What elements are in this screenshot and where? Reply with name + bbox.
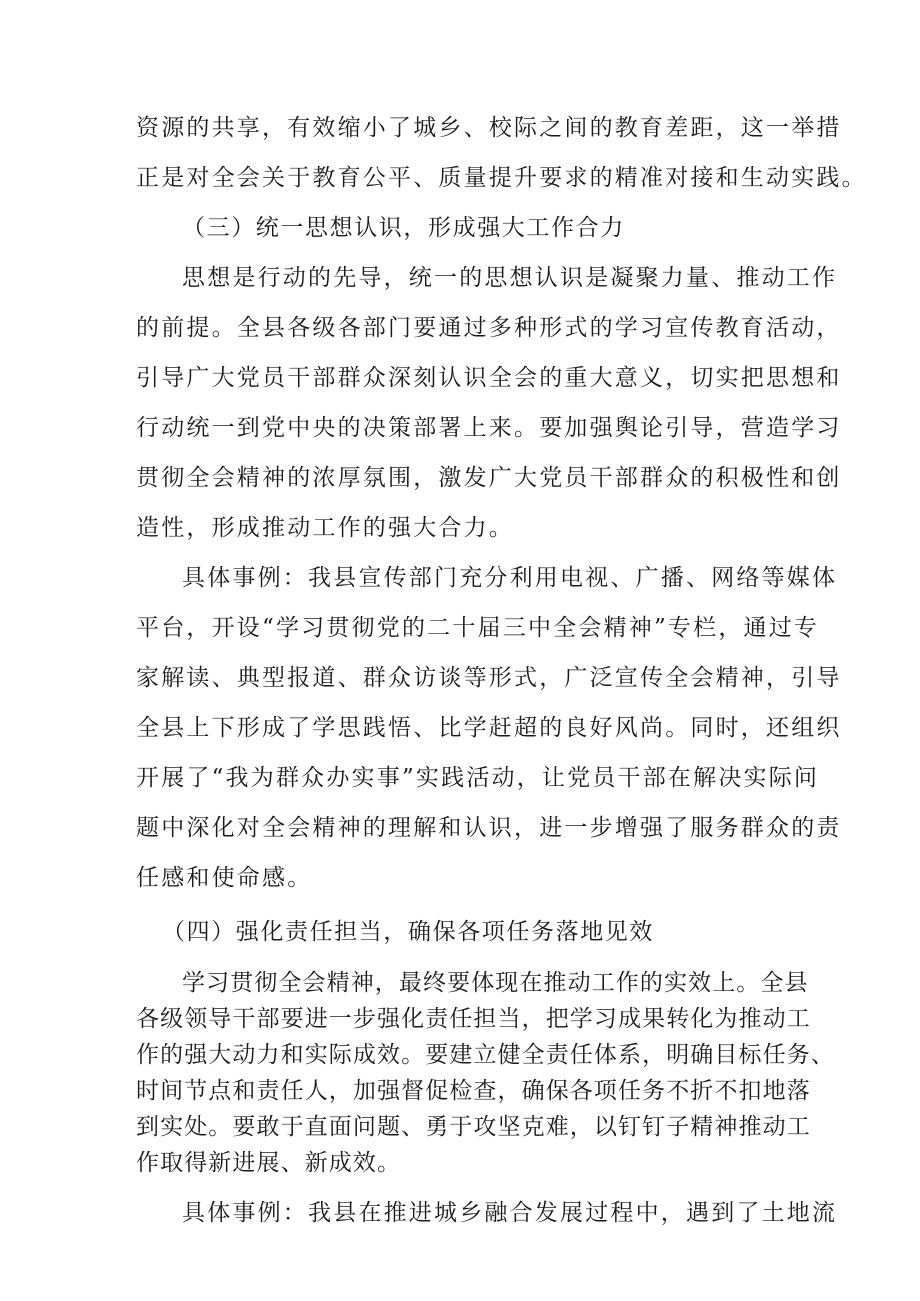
text-line: 具体事例：我县在推进城乡融合发展过程中，遇到了土地流	[182, 1200, 838, 1226]
text-line: 资源的共享，有效缩小了城乡、校际之间的教育差距，这一举措	[136, 115, 842, 141]
text-line: 行动统一到党中央的决策部署上来。要加强舆论引导，营造学习	[136, 415, 842, 441]
text-line: 家解读、典型报道、群众访谈等形式，广泛宣传全会精神，引导	[136, 665, 842, 691]
section-heading: （三）统一思想认识，形成强大工作合力	[182, 215, 625, 241]
text-line: 时间节点和责任人，加强督促检查，确保各项任务不折不扣地落	[136, 1078, 811, 1104]
text-line: 思想是行动的先导，统一的思想认识是凝聚力量、推动工作	[182, 265, 838, 291]
text-line: 的前提。全县各级各部门要通过多种形式的学习宣传教育活动，	[136, 315, 842, 341]
text-line: 贯彻全会精神的浓厚氛围，激发广大党员干部群众的积极性和创	[136, 465, 842, 491]
text-line: 造性，形成推动工作的强大合力。	[136, 515, 514, 541]
text-line: 引导广大党员干部群众深刻认识全会的重大意义，切实把思想和	[136, 365, 842, 391]
text-line: 各级领导干部要进一步强化责任担当，把学习成果转化为推动工	[136, 1006, 811, 1032]
text-line: 作取得新进展、新成效。	[136, 1150, 402, 1176]
text-line: 正是对全会关于教育公平、质量提升要求的精准对接和生动实践。	[136, 165, 867, 191]
text-line: 学习贯彻全会精神，最终要体现在推动工作的实效上。全县	[182, 970, 809, 996]
text-line: 开展了“我为群众办实事”实践活动，让党员干部在解决实际问	[136, 765, 820, 791]
text-line: 具体事例：我县宣传部门充分利用电视、广播、网络等媒体	[182, 565, 838, 591]
text-line: 到实处。要敢于直面问题、勇于攻坚克难，以钉钉子精神推动工	[136, 1114, 811, 1140]
text-line: 题中深化对全会精神的理解和认识，进一步增强了服务群众的责	[136, 815, 842, 841]
section-heading: （四）强化责任担当，确保各项任务落地见效	[162, 919, 654, 945]
text-line: 平台，开设“学习贯彻党的二十届三中全会精神”专栏，通过专	[136, 615, 820, 641]
text-line: 任感和使命感。	[136, 865, 313, 891]
text-line: 作的强大动力和实际成效。要建立健全责任体系，明确目标任务、	[136, 1042, 835, 1068]
text-line: 全县上下形成了学思践悟、比学赶超的良好风尚。同时，还组织	[136, 715, 842, 741]
